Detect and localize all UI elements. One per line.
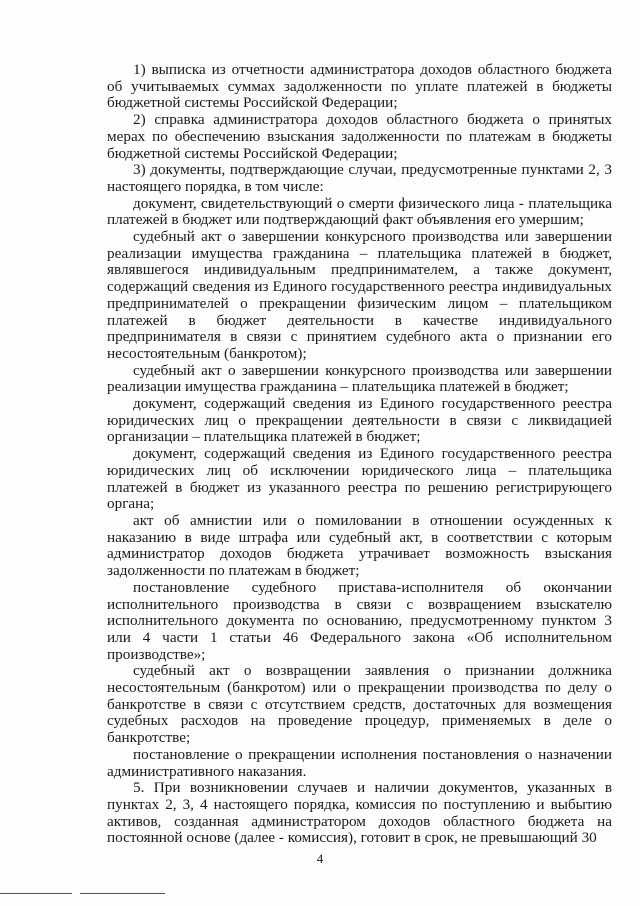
section-5-paragraph: 5. При возникновении случаев и наличии документов, указанных в пунктах 2, 3, 4 настоящего порядка, комиссия по поступлению и выбытию активов, созданная администратором доходов областного бюджета на постоянной основе (далее - комиссия), готовит в срок, не превышающий 30 [107, 779, 612, 847]
amnesty-act: акт об амнистии или о помиловании в отношении осужденных к наказанию в виде штрафа или судебный акт, в соответствии с которым администратор доходов бюджета утрачивает возможность взыскания задолженности по платежам в бюджет; [107, 511, 612, 580]
bankruptcy-citizen-act: судебный акт о завершении конкурсного производства или завершении реализации имущества гражданина – плательщика платежей в бюджет; [107, 361, 612, 396]
item-3-documents: 3) документы, подтверждающие случаи, предусмотренные пунктами 2, 3 настоящего порядка, в том числе: [107, 161, 612, 195]
footer-rule-right [80, 893, 165, 894]
bankruptcy-entrepreneur-act: судебный акт о завершении конкурсного производства или завершении реализации имущества гражданина – плательщика платежей в бюджет, являвшегося индивидуальным предпринимателем, а также документ, содержащий сведения из Единого государственного реестра индивидуальных предпринимателей о прекращении физическим лицом – плательщиком платежей в бюджет деятельности в качестве индивидуального предпринимателя в связи с принятием судебного акта о признании его несостоятельным (банкротом); [107, 228, 612, 362]
liquidation-document: документ, содержащий сведения из Единого государственного реестра юридических лиц о прекращении деятельности в связи с ликвидацией организации – плательщика платежей в бюджет; [107, 395, 612, 446]
returned-application-act: судебный акт о возвращении заявления о признании должника несостоятельным (банкротом) или о прекращении производства по делу о банкротстве в связи с отсутствием средств, достаточных для возмещения судебных расходов на проведение процедур, применяемых в деле о банкротстве; [107, 662, 612, 747]
death-document: документ, свидетельствующий о смерти физического лица - плательщика платежей в бюджет или подтверждающий факт объявления его умершим; [107, 194, 612, 229]
exclusion-document: документ, содержащий сведения из Единого государственного реестра юридических лиц об исключении юридического лица – плательщика платежей в бюджет из указанного реестра по решению регистрирующего органа; [107, 445, 612, 513]
document-body [107, 62, 612, 847]
termination-resolution: постановление о прекращении исполнения постановления о назначении административного наказания. [107, 745, 612, 780]
item-1-statement-extract: 1) выписка из отчетности администратора доходов областного бюджета об учитываемых суммах задолженности по уплате платежей в бюджеты бюджетной системы Российской Федерации; [107, 61, 612, 112]
page-number: 4 [316, 851, 324, 866]
footer-rule-left [0, 893, 72, 894]
item-2-certificate: 2) справка администратора доходов областного бюджета о принятых мерах по обеспечению взыскания задолженности по платежам в бюджеты бюджетной системы Российской Федерации; [107, 111, 612, 162]
bailiff-resolution: постановление судебного пристава-исполнителя об окончании исполнительного производства в связи с возвращением взыскателю исполнительного документа по основанию, предусмотренному пунктом 3 или 4 части 1 статьи 46 Федерального закона «Об исполнительном производстве»; [107, 578, 612, 663]
